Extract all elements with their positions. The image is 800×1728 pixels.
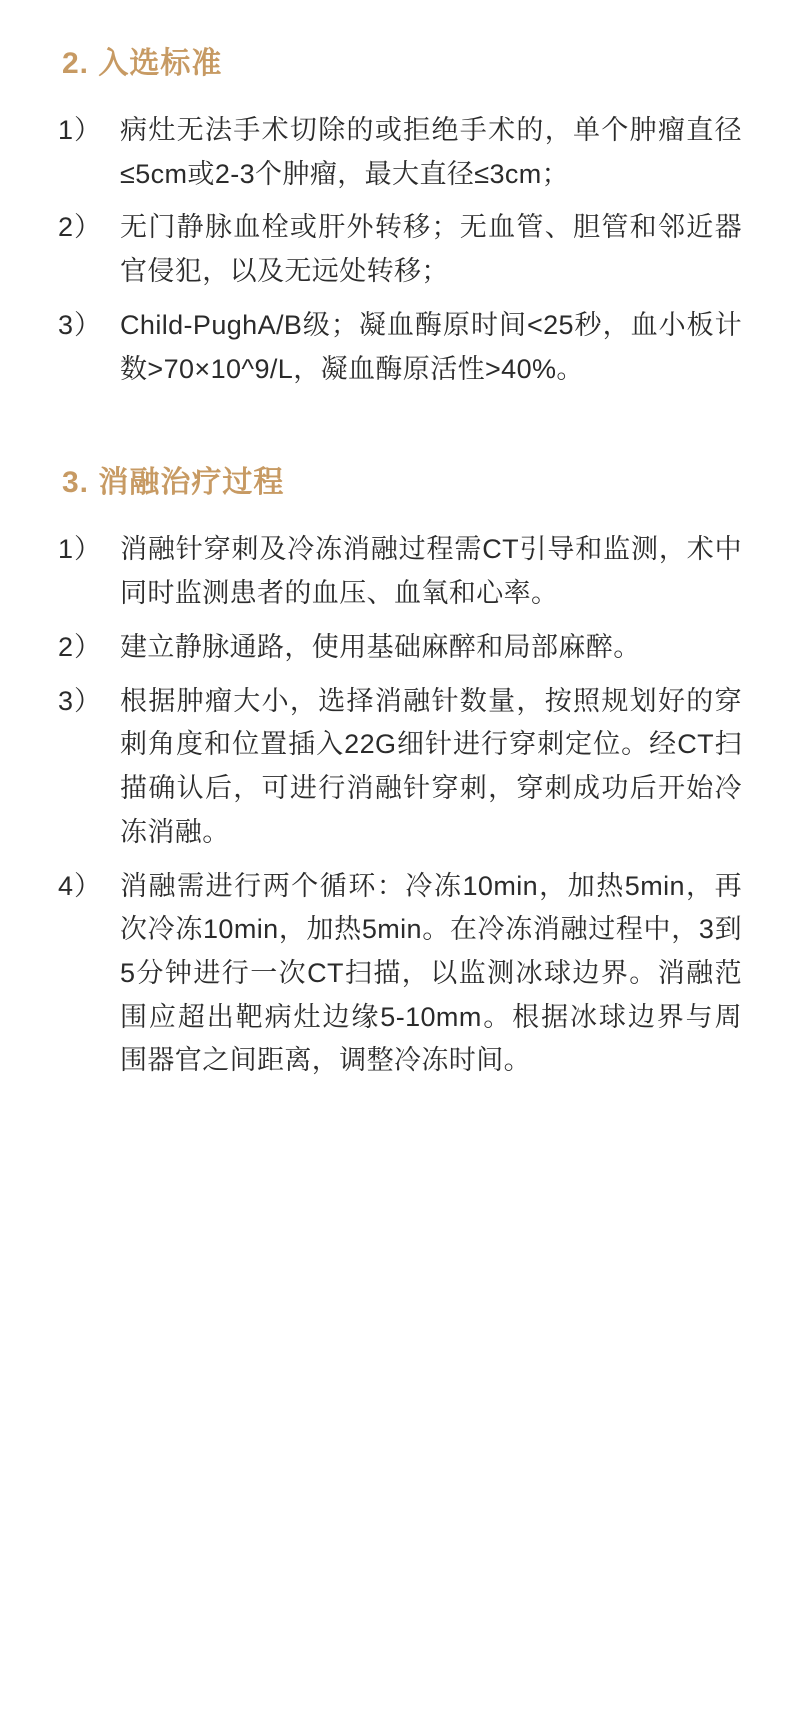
list-item-text: Child-PughA/B级；凝血酶原时间<25秒，血小板计数>70×10^9/L，凝血酶原活性>40%。 (120, 309, 742, 384)
inclusion-criteria-list (58, 109, 742, 391)
list-item-marker: 1） (58, 115, 103, 145)
list-item (58, 680, 742, 855)
list-item-text: 消融需进行两个循环：冷冻10min，加热5min，再次冷冻10min，加热5min。在冷冻消融过程中，3到5分钟进行一次CT扫描，以监测冰球边界。消融范围应超出靶病灶边缘5-10mm。根据冰球边界与周围器官之间距离，调整冷冻时间。 (120, 870, 742, 1076)
list-item-text: 根据肿瘤大小，选择消融针数量，按照规划好的穿刺角度和位置插入22G细针进行穿刺定位。经CT扫描确认后，可进行消融针穿刺，穿刺成功后开始冷冻消融。 (120, 685, 742, 847)
list-item-marker: 3） (58, 685, 103, 716)
list-item (58, 528, 742, 615)
list-item-marker: 1） (58, 534, 103, 565)
list-item-marker: 2） (58, 212, 103, 243)
section-inclusion-criteria (58, 44, 742, 391)
list-item-text: 无门静脉血栓或肝外转移；无血管、胆管和邻近器官侵犯，以及无远处转移； (120, 212, 742, 287)
list-item (58, 865, 742, 1084)
ablation-procedure-list (58, 528, 742, 1083)
list-item-marker: 2） (58, 631, 103, 662)
list-item-marker: 4） (58, 870, 103, 901)
list-item-marker: 3） (58, 309, 103, 340)
section-ablation-procedure (58, 463, 742, 1083)
list-item (58, 626, 742, 670)
list-item-text: 建立静脉通路，使用基础麻醉和局部麻醉。 (120, 631, 641, 662)
section-title-ablation-procedure: 3. 消融治疗过程 (62, 466, 285, 500)
section-title-inclusion-criteria: 2. 入选标准 (62, 47, 223, 80)
list-item (58, 109, 742, 196)
list-item-text: 消融针穿刺及冷冻消融过程需CT引导和监测，术中同时监测患者的血压、血氧和心率。 (120, 534, 742, 609)
list-item (58, 206, 742, 293)
list-item-text: 病灶无法手术切除的或拒绝手术的，单个肿瘤直径≤5cm或2-3个肿瘤，最大直径≤3cm； (120, 115, 742, 189)
list-item (58, 304, 742, 391)
